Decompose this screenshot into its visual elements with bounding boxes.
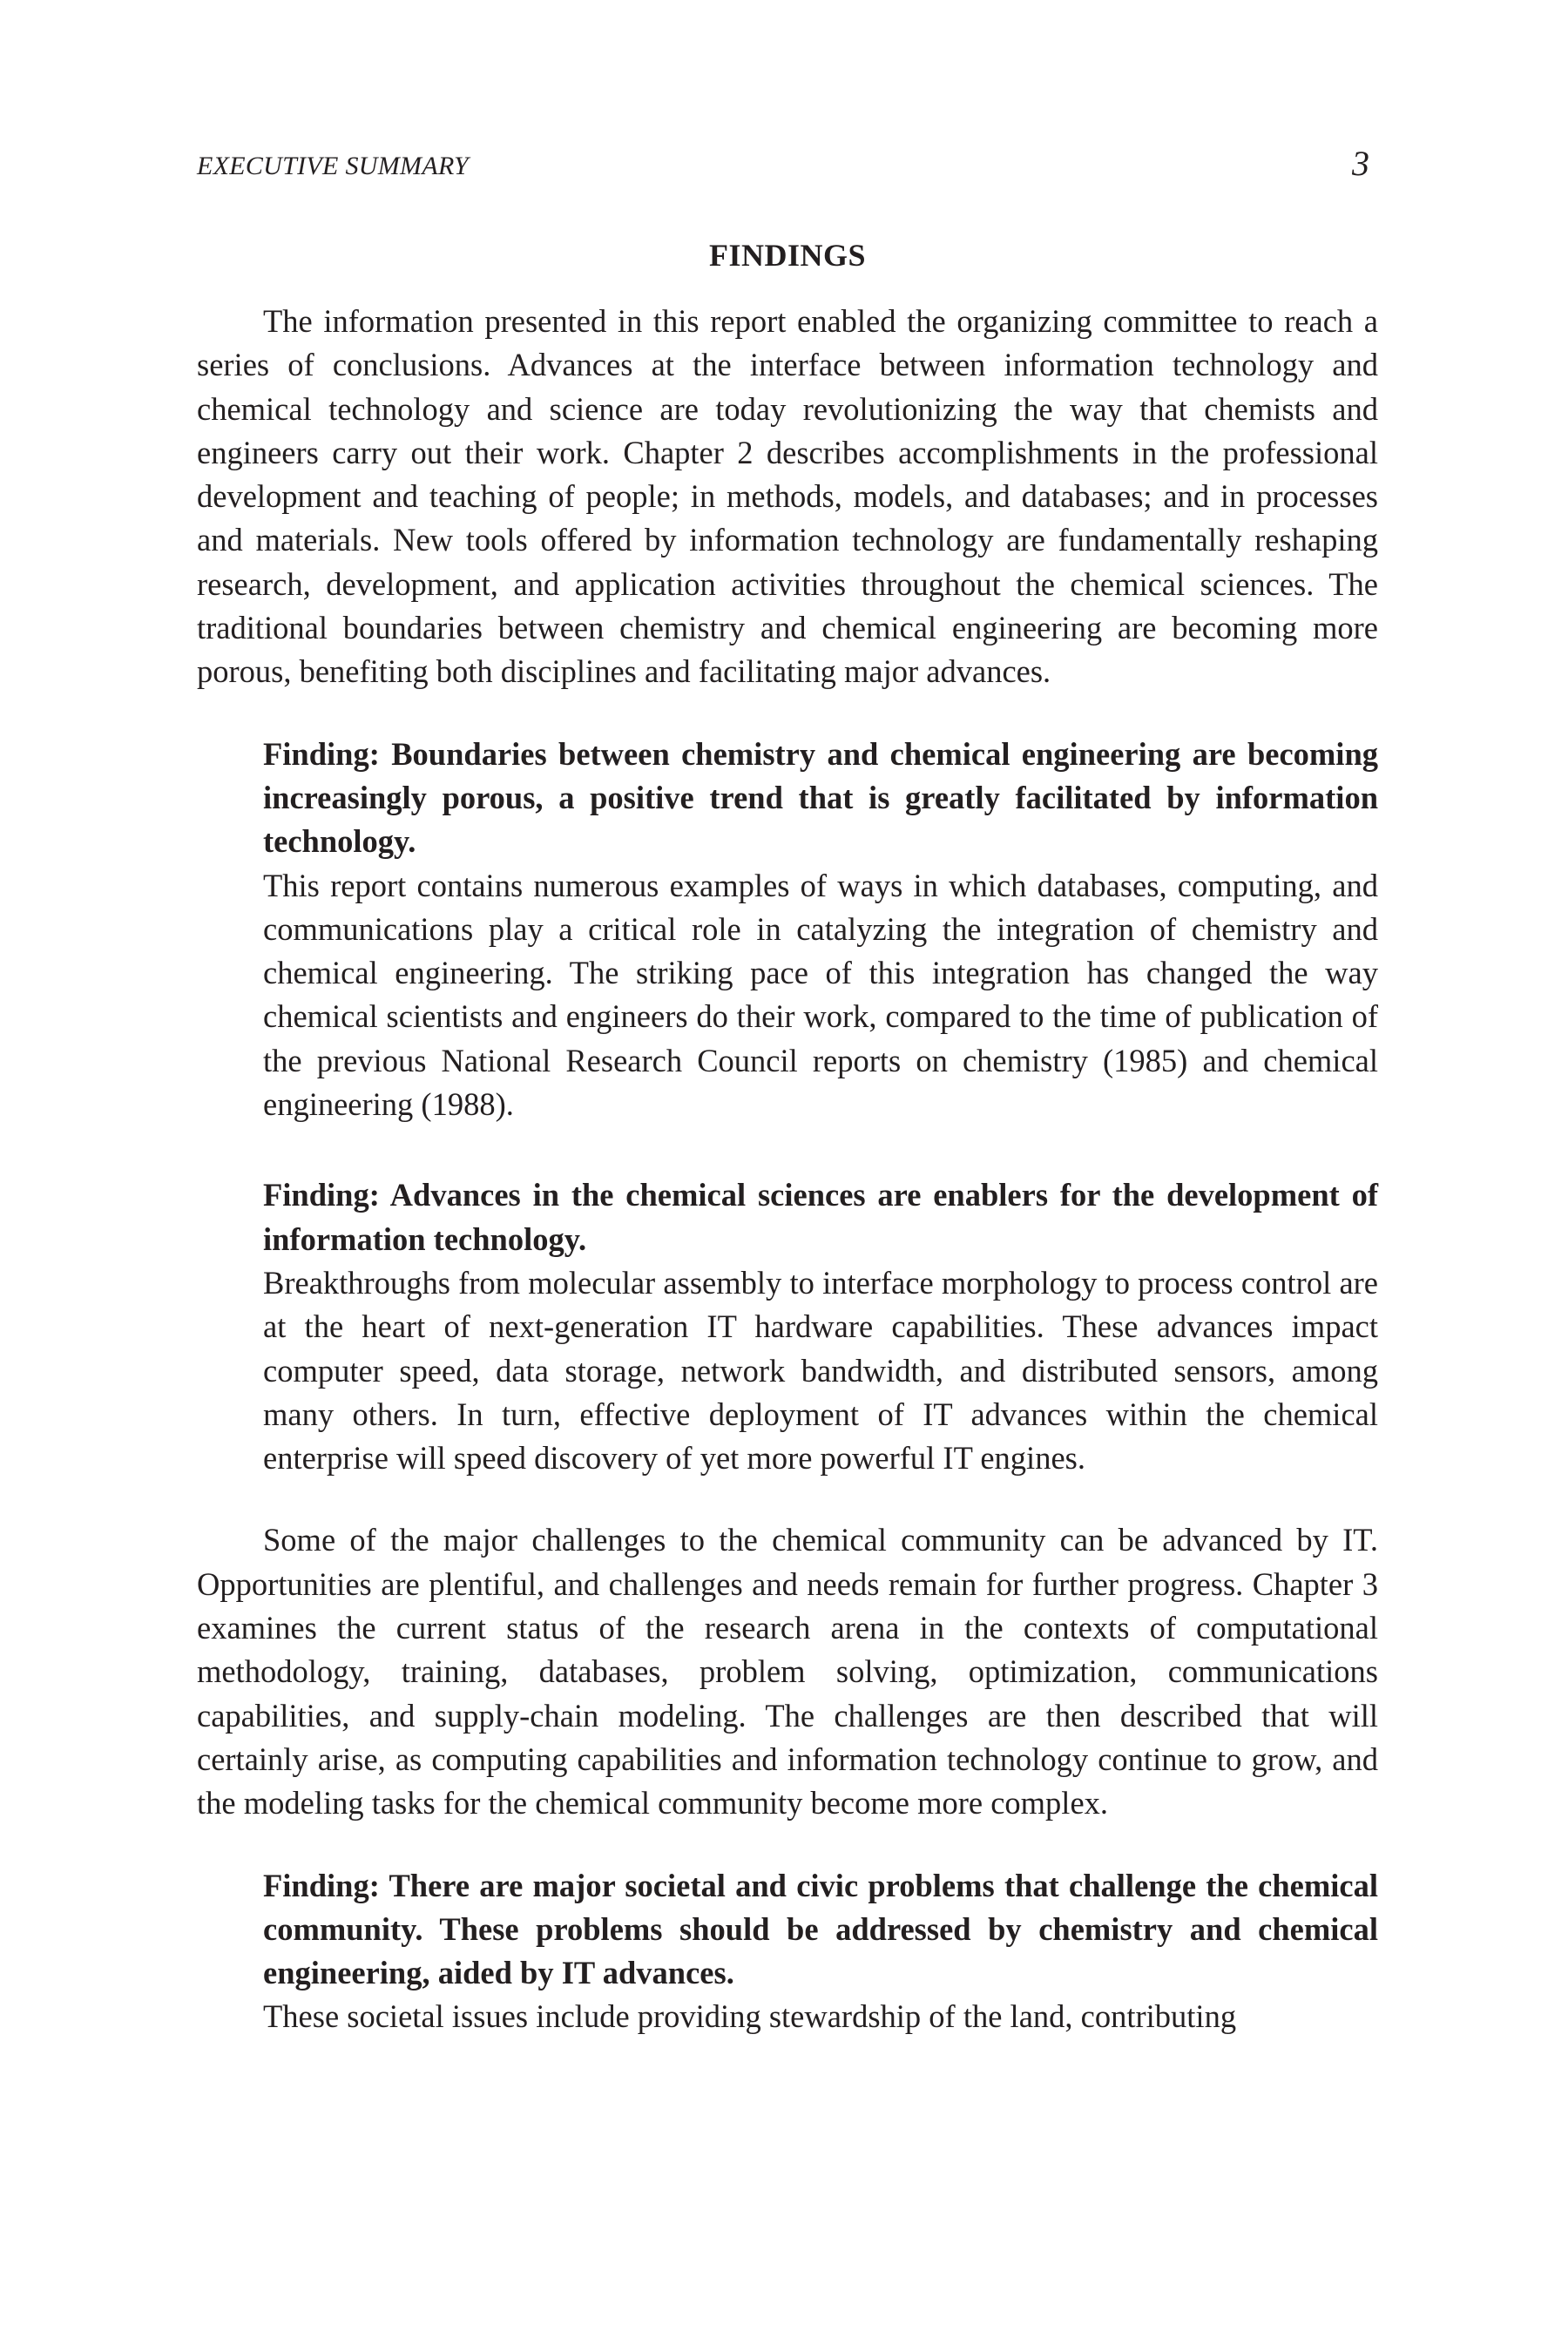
finding-title: Finding: Boundaries between chemistry and chemical engineering are becoming increasingly porous, a positive trend that is greatly facilitated by information technology.: [263, 735, 1378, 860]
finding-title: Finding: There are major societal and civic problems that challenge the chemical community. These problems should be addressed by chemistry and chemical engineering, aided by IT advances.: [263, 1867, 1378, 1991]
finding-block: [263, 733, 1378, 1127]
document-page: [197, 146, 1378, 2039]
body-paragraph: Some of the major challenges to the chemical community can be advanced by IT. Opportunities are plentiful, and challenges and needs remain for further progress. Chapter 3 examines the current status of the research arena in the contexts of computational methodology, training, databases, problem solving, optimization, communications capabilities, and supply-chain modeling. The challenges are then described that will certainly arise, as computing capabilities and information technology continue to grow, and the modeling tasks for the chemical community become more complex.: [197, 1522, 1378, 1821]
section-heading: FINDINGS: [708, 238, 867, 273]
finding-block: [263, 1173, 1378, 1480]
finding-text: Breakthroughs from molecular assembly to interface morphology to process control are at the heart of next-generation IT hardware capabilities. These advances impact computer speed, data storage, network bandwidth, and distributed sensors, among many others. In turn, effective deployment of IT advances within the chemical enterprise will speed discovery of yet more powerful IT engines.: [263, 1264, 1378, 1477]
finding-title: Finding: Advances in the chemical sciences are enablers for the development of information technology.: [263, 1177, 1378, 1257]
page-number: 3: [1352, 144, 1369, 183]
body-paragraph: The information presented in this report enabled the organizing committee to reach a series of conclusions. Advances at the interface between information technology and chemical technology and science are today revolutionizing the way that chemists and engineers carry out their work. Chapter 2 describes accomplishments in the professional development and teaching of people; in methods, models, and databases; and in processes and materials. New tools offered by information technology are fundamentally reshaping research, development, and application activities throughout the chemical sciences. The traditional boundaries between chemistry and chemical engineering are becoming more porous, benefiting both disciplines and facilitating major advances.: [197, 303, 1378, 690]
running-header: [197, 146, 1378, 195]
finding-text: These societal issues include providing stewardship of the land, contributing: [263, 1998, 1237, 2035]
running-title: EXECUTIVE SUMMARY: [197, 152, 470, 180]
finding-text: This report contains numerous examples of ways in which databases, computing, and communications play a critical role in catalyzing the integration of chemistry and chemical engineering. The striking pace of this integration has changed the way chemical scientists and engineers do their work, compared to the time of publication of the previous National Research Council reports on chemistry (1985) and chemical engineering (1988).: [263, 867, 1378, 1123]
finding-block: [263, 1864, 1378, 2039]
